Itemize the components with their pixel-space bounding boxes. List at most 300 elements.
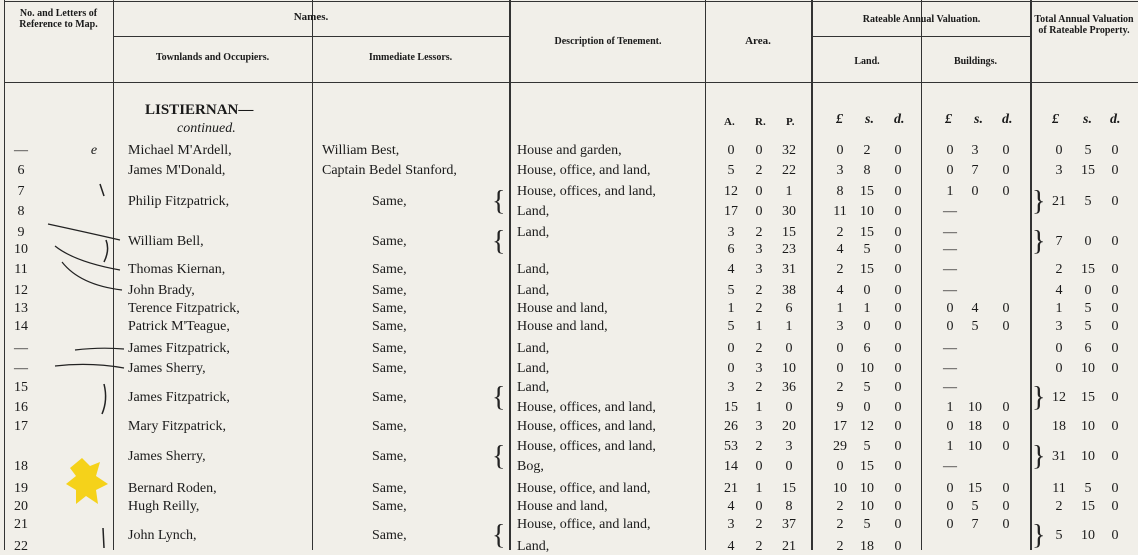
cell-a: 5	[727, 319, 735, 334]
cell-a: 0	[727, 361, 735, 376]
cell-lessor: William Best,	[322, 143, 400, 158]
cell-b3: 0	[1002, 319, 1010, 334]
cell-a: 3	[727, 225, 735, 240]
cell-t2: 5	[1084, 301, 1092, 316]
cell-b1: —	[943, 283, 957, 298]
cell-p: 23	[782, 242, 796, 257]
cell-desc: Land,	[517, 225, 550, 240]
group-t2: 10	[1081, 528, 1095, 543]
grouping-brace: }	[1032, 520, 1046, 551]
cell-desc: House and land,	[517, 301, 608, 316]
cell-p: 37	[782, 517, 796, 532]
cell-l2: 10	[860, 499, 874, 514]
group-t1: 12	[1052, 390, 1066, 405]
cell-l1: 9	[836, 400, 844, 415]
cell-t1: 18	[1052, 419, 1066, 434]
cell-l2: 10	[860, 204, 874, 219]
group-t1: 21	[1052, 194, 1066, 209]
grouping-brace: }	[1032, 225, 1046, 257]
cell-desc: Land,	[517, 341, 550, 356]
cell-l1: 8	[836, 184, 844, 199]
cell-l3: 0	[894, 204, 902, 219]
cell-b3: 0	[1002, 163, 1010, 178]
group-lessor: Same,	[372, 390, 407, 405]
cell-ref: 20	[14, 499, 28, 514]
cell-l1: 4	[836, 283, 844, 298]
cell-r: 2	[755, 539, 763, 554]
cell-b2: 18	[968, 419, 982, 434]
cell-r: 2	[755, 439, 763, 454]
cell-l2: 5	[863, 517, 871, 532]
cell-p: 3	[785, 439, 793, 454]
cell-desc: Land,	[517, 380, 550, 395]
cell-r: 2	[755, 380, 763, 395]
cell-t3: 0	[1111, 499, 1119, 514]
cell-ref: 12	[14, 283, 28, 298]
area-unit-acres: A.	[724, 116, 735, 128]
cell-l3: 0	[894, 481, 902, 496]
cell-t3: 0	[1111, 341, 1119, 356]
cell-a: 15	[724, 400, 738, 415]
cell-t1: 0	[1055, 361, 1063, 376]
cell-desc: House and land,	[517, 499, 608, 514]
cell-b1: —	[943, 361, 957, 376]
cell-r: 3	[755, 242, 763, 257]
cell-b1: 0	[946, 143, 954, 158]
cell-l2: 15	[860, 459, 874, 474]
cell-r: 0	[755, 459, 763, 474]
cell-r: 2	[755, 301, 763, 316]
cell-l2: 8	[863, 163, 871, 178]
cell-p: 0	[785, 400, 793, 415]
cell-ref: —	[14, 361, 28, 376]
land-unit-shillings: s.	[865, 112, 874, 127]
grouping-brace: {	[492, 225, 506, 257]
group-t1: 5	[1055, 528, 1063, 543]
cell-ref: 22	[14, 539, 28, 554]
cell-occupier: James M'Donald,	[128, 163, 226, 178]
cell-b3: 0	[1002, 301, 1010, 316]
cell-r: 2	[755, 225, 763, 240]
cell-b1: 1	[946, 439, 954, 454]
cell-l3: 0	[894, 262, 902, 277]
cell-l1: 0	[836, 459, 844, 474]
cell-p: 31	[782, 262, 796, 277]
group-t3: 0	[1111, 233, 1119, 249]
cell-p: 15	[782, 481, 796, 496]
cell-lessor: Same,	[372, 361, 407, 376]
cell-desc: House and land,	[517, 319, 608, 334]
buildings-unit-pounds: £	[945, 112, 952, 127]
cell-l1: 0	[836, 341, 844, 356]
cell-a: 0	[727, 143, 735, 158]
cell-p: 10	[782, 361, 796, 376]
cell-desc: House, office, and land,	[517, 517, 651, 532]
cell-b1: 0	[946, 301, 954, 316]
total-unit-pence: d.	[1110, 112, 1121, 127]
cell-desc: Land,	[517, 283, 550, 298]
names-header: Names.	[293, 11, 329, 23]
area-unit-roods: R.	[755, 116, 766, 128]
cell-occupier: Terence Fitzpatrick,	[128, 301, 240, 316]
cell-lessor: Same,	[372, 301, 407, 316]
cell-p: 20	[782, 419, 796, 434]
cell-l3: 0	[894, 419, 902, 434]
cell-r: 2	[755, 517, 763, 532]
cell-desc: House, offices, and land,	[517, 419, 656, 434]
cell-b3: 0	[1002, 400, 1010, 415]
cell-desc: Land,	[517, 262, 550, 277]
cell-l1: 29	[833, 439, 847, 454]
group-t3: 0	[1111, 449, 1119, 464]
cell-lessor: Same,	[372, 499, 407, 514]
cell-p: 32	[782, 143, 796, 158]
cell-t2: 15	[1081, 163, 1095, 178]
grouping-brace: }	[1032, 186, 1046, 217]
cell-ref: 14	[14, 319, 28, 334]
cell-b3: 0	[1002, 499, 1010, 514]
cell-b2: 15	[968, 481, 982, 496]
pencil-stroke	[100, 184, 104, 196]
cell-l2: 2	[863, 143, 871, 158]
pencil-stroke	[55, 364, 124, 368]
cell-t1: 2	[1055, 499, 1063, 514]
cell-t1: 4	[1055, 283, 1063, 298]
grouping-brace: {	[492, 382, 506, 413]
cell-p: 8	[785, 499, 793, 514]
cell-b1: —	[943, 225, 957, 240]
cell-r: 3	[755, 419, 763, 434]
cell-a: 4	[727, 499, 735, 514]
cell-desc: Land,	[517, 204, 550, 219]
cell-l3: 0	[894, 225, 902, 240]
cell-r: 1	[755, 319, 763, 334]
cell-l2: 15	[860, 225, 874, 240]
grouping-brace: {	[492, 186, 506, 217]
cell-l2: 0	[863, 319, 871, 334]
cell-ref: 9	[17, 225, 25, 240]
land-unit-pence: d.	[894, 112, 905, 127]
total-unit-shillings: s.	[1083, 112, 1092, 127]
cell-l2: 0	[863, 400, 871, 415]
group-lessor: Same,	[372, 233, 407, 249]
cell-t3: 0	[1111, 301, 1119, 316]
cell-ref: 7	[17, 184, 25, 199]
total-unit-pounds: £	[1052, 112, 1059, 127]
cell-l2: 5	[863, 439, 871, 454]
cell-ref: 11	[14, 262, 28, 277]
cell-l3: 0	[894, 439, 902, 454]
group-occupier: Philip Fitzpatrick,	[128, 194, 230, 209]
cell-desc: Bog,	[517, 459, 544, 474]
cell-ref: 13	[14, 301, 28, 316]
cell-l3: 0	[894, 283, 902, 298]
cell-b3: 0	[1002, 481, 1010, 496]
cell-ref: 15	[14, 380, 28, 395]
cell-p: 0	[785, 459, 793, 474]
cell-desc: House, offices, and land,	[517, 400, 656, 415]
cell-p: 1	[785, 184, 793, 199]
cell-occupier: Mary Fitzpatrick,	[128, 419, 226, 434]
cell-b1: 0	[946, 481, 954, 496]
cell-p: 38	[782, 283, 796, 298]
cell-a: 5	[727, 283, 735, 298]
cell-b2: 7	[971, 517, 979, 532]
cell-t3: 0	[1111, 262, 1119, 277]
cell-t2: 5	[1084, 319, 1092, 334]
pencil-stroke	[55, 246, 120, 270]
cell-b2: 4	[971, 301, 979, 316]
cell-r: 3	[755, 361, 763, 376]
cell-r: 0	[755, 204, 763, 219]
cell-lessor: Same,	[372, 341, 407, 356]
cell-desc: House, offices, and land,	[517, 439, 656, 454]
cell-a: 4	[727, 539, 735, 554]
cell-b2: 0	[971, 184, 979, 199]
group-t2: 5	[1084, 194, 1092, 209]
cell-r: 3	[755, 262, 763, 277]
cell-l2: 1	[863, 301, 871, 316]
cell-a: 5	[727, 163, 735, 178]
cell-l3: 0	[894, 499, 902, 514]
grouping-brace: }	[1032, 382, 1046, 413]
cell-l2: 5	[863, 380, 871, 395]
cell-a: 53	[724, 439, 738, 454]
cell-b1: 0	[946, 163, 954, 178]
cell-ref: 21	[14, 517, 28, 532]
cell-l1: 2	[836, 499, 844, 514]
group-occupier: James Sherry,	[128, 449, 206, 464]
cell-desc: House, offices, and land,	[517, 184, 656, 199]
cell-occupier: Hugh Reilly,	[128, 499, 200, 514]
cell-t2: 6	[1084, 341, 1092, 356]
cell-r: 1	[755, 481, 763, 496]
cell-ref: 19	[14, 481, 28, 496]
cell-t2: 15	[1081, 262, 1095, 277]
cell-l1: 11	[833, 204, 847, 219]
area-header: Area.	[745, 35, 771, 47]
group-t3: 0	[1111, 528, 1119, 543]
cell-b1: —	[943, 262, 957, 277]
grouping-brace: }	[1032, 441, 1046, 472]
buildings-unit-pence: d.	[1002, 112, 1013, 127]
cell-b1: —	[943, 204, 957, 219]
cell-t1: 3	[1055, 319, 1063, 334]
pencil-stroke	[75, 348, 124, 350]
cell-b2: 10	[968, 439, 982, 454]
cell-l1: 0	[836, 143, 844, 158]
cell-b3: 0	[1002, 517, 1010, 532]
cell-b1: —	[943, 341, 957, 356]
cell-a: 6	[727, 242, 735, 257]
group-t3: 0	[1111, 390, 1119, 405]
cell-l2: 6	[863, 341, 871, 356]
pencil-stroke	[102, 384, 106, 414]
cell-occupier: Michael M'Ardell,	[128, 143, 232, 158]
cell-l3: 0	[894, 143, 902, 158]
cell-occupier: James Fitzpatrick,	[128, 341, 230, 356]
cell-t3: 0	[1111, 283, 1119, 298]
cell-occupier: Thomas Kiernan,	[128, 262, 226, 277]
total-header: Total Annual Valuation of Rateable Property.	[1034, 14, 1134, 36]
cell-b1: —	[943, 242, 957, 257]
cell-t1: 0	[1055, 341, 1063, 356]
cell-letter: e	[90, 143, 98, 158]
cell-b3: 0	[1002, 184, 1010, 199]
cell-desc: Land,	[517, 539, 550, 554]
cell-l3: 0	[894, 459, 902, 474]
cell-a: 3	[727, 517, 735, 532]
cell-t1: 3	[1055, 163, 1063, 178]
cell-a: 1	[727, 301, 735, 316]
cell-occupier: John Brady,	[128, 283, 195, 298]
cell-p: 6	[785, 301, 793, 316]
cell-b1: 0	[946, 319, 954, 334]
area-unit-perches: P.	[786, 116, 795, 128]
cell-ref: —	[14, 341, 28, 356]
cell-t2: 5	[1084, 481, 1092, 496]
cell-b1: 1	[946, 184, 954, 199]
cell-t2: 5	[1084, 143, 1092, 158]
cell-b1: —	[943, 459, 957, 474]
cell-occupier: James Sherry,	[128, 361, 206, 376]
land-header: Land.	[854, 56, 880, 67]
group-t2: 0	[1084, 233, 1092, 249]
group-t1: 31	[1052, 449, 1066, 464]
cell-r: 0	[755, 184, 763, 199]
group-t2: 10	[1081, 449, 1095, 464]
cell-r: 2	[755, 163, 763, 178]
cell-lessor: Same,	[372, 481, 407, 496]
cell-occupier: Patrick M'Teague,	[128, 319, 230, 334]
cell-l2: 0	[863, 283, 871, 298]
cell-t3: 0	[1111, 481, 1119, 496]
cell-b3: 0	[1002, 439, 1010, 454]
cell-t1: 2	[1055, 262, 1063, 277]
cell-r: 2	[755, 283, 763, 298]
cell-b2: 10	[968, 400, 982, 415]
cell-p: 0	[785, 341, 793, 356]
cell-l2: 15	[860, 262, 874, 277]
land-unit-pounds: £	[836, 112, 843, 127]
group-occupier: James Fitzpatrick,	[128, 390, 230, 405]
cell-b1: 0	[946, 499, 954, 514]
cell-r: 1	[755, 400, 763, 415]
cell-l2: 5	[863, 242, 871, 257]
cell-t3: 0	[1111, 419, 1119, 434]
cell-l1: 0	[836, 361, 844, 376]
cell-l1: 2	[836, 380, 844, 395]
cell-l1: 3	[836, 163, 844, 178]
cell-l2: 10	[860, 481, 874, 496]
cell-l2: 12	[860, 419, 874, 434]
cell-b2: 5	[971, 499, 979, 514]
cell-l3: 0	[894, 319, 902, 334]
cell-t1: 0	[1055, 143, 1063, 158]
cell-b2: 3	[971, 143, 979, 158]
townland-title: LISTIERNAN—	[145, 102, 254, 118]
yellow-mark	[66, 458, 108, 504]
cell-p: 22	[782, 163, 796, 178]
cell-lessor: Same,	[372, 283, 407, 298]
cell-t3: 0	[1111, 163, 1119, 178]
cell-l1: 3	[836, 319, 844, 334]
pencil-stroke	[62, 262, 122, 290]
cell-l2: 15	[860, 184, 874, 199]
cell-b1: 0	[946, 419, 954, 434]
cell-p: 30	[782, 204, 796, 219]
cell-ref: —	[14, 143, 28, 158]
cell-t1: 11	[1052, 481, 1066, 496]
valuation-header: Rateable Annual Valuation.	[862, 14, 981, 25]
pencil-stroke	[48, 224, 120, 240]
cell-l3: 0	[894, 361, 902, 376]
cell-occupier: Bernard Roden,	[128, 481, 217, 496]
cell-a: 14	[724, 459, 738, 474]
cell-r: 0	[755, 143, 763, 158]
description-header: Description of Tenement.	[554, 36, 662, 47]
cell-b1: —	[943, 380, 957, 395]
cell-a: 3	[727, 380, 735, 395]
cell-desc: Land,	[517, 361, 550, 376]
group-occupier: William Bell,	[128, 233, 204, 249]
cell-l3: 0	[894, 301, 902, 316]
cell-b2: 7	[971, 163, 979, 178]
cell-lessor: Same,	[372, 319, 407, 334]
cell-t3: 0	[1111, 361, 1119, 376]
cell-lessor: Captain Bedel Stanford,	[322, 163, 457, 178]
cell-l1: 1	[836, 301, 844, 316]
cell-b2: 5	[971, 319, 979, 334]
cell-ref: 8	[17, 204, 25, 219]
ref-header: No. and Letters of Reference to Map.	[19, 8, 98, 30]
cell-t2: 15	[1081, 499, 1095, 514]
group-t3: 0	[1111, 194, 1119, 209]
grouping-brace: {	[492, 520, 506, 551]
cell-l3: 0	[894, 242, 902, 257]
group-lessor: Same,	[372, 194, 407, 209]
cell-ref: 10	[14, 242, 28, 257]
cell-desc: House, office, and land,	[517, 163, 651, 178]
pencil-stroke	[104, 240, 108, 262]
cell-lessor: Same,	[372, 262, 407, 277]
cell-l2: 18	[860, 539, 874, 554]
cell-lessor: Same,	[372, 419, 407, 434]
cell-l1: 10	[833, 481, 847, 496]
cell-l1: 4	[836, 242, 844, 257]
cell-p: 36	[782, 380, 796, 395]
cell-t2: 10	[1081, 361, 1095, 376]
cell-t2: 0	[1084, 283, 1092, 298]
cell-r: 2	[755, 341, 763, 356]
group-lessor: Same,	[372, 528, 407, 543]
cell-l3: 0	[894, 380, 902, 395]
lessors-header: Immediate Lessors.	[368, 52, 453, 63]
buildings-header: Buildings.	[953, 56, 998, 67]
pencil-stroke	[103, 528, 104, 548]
cell-l1: 2	[836, 262, 844, 277]
grouping-brace: {	[492, 441, 506, 472]
cell-a: 21	[724, 481, 738, 496]
group-t1: 7	[1055, 233, 1063, 249]
cell-a: 12	[724, 184, 738, 199]
cell-a: 17	[724, 204, 738, 219]
cell-desc: House, office, and land,	[517, 481, 651, 496]
cell-t2: 10	[1081, 419, 1095, 434]
cell-l3: 0	[894, 517, 902, 532]
group-occupier: John Lynch,	[128, 528, 197, 543]
cell-ref: 16	[14, 400, 28, 415]
